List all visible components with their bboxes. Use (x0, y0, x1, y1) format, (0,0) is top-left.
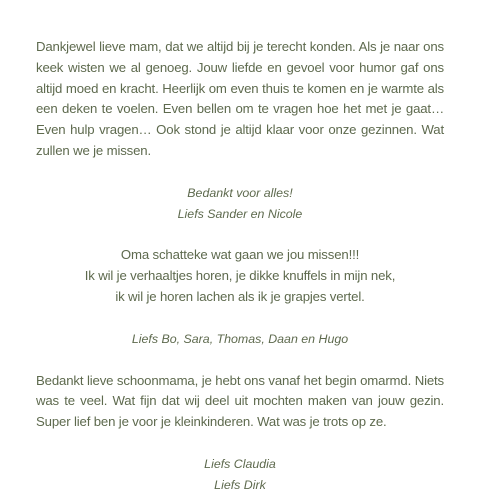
grandchild-line-3: ik wil je horen lachen als ik je grapjes vertel. (115, 288, 365, 304)
message-paragraph-grandmother (36, 245, 444, 307)
spacer (36, 350, 444, 371)
condolence-text (36, 37, 444, 496)
message-paragraph-mother: Dankjewel lieve mam, dat we altijd bij je terecht konden. Als je naar ons keek wisten we al genoeg. Jouw liefde en gevoel voor humor gaf ons altijd moed en kracht. Heerlijk om even thuis te komen en je warmte als een deken te voelen. Even bellen om te vragen hoe het met je gaat… Even hulp vragen… Ook stond je altijd klaar voor onze gezinnen. Wat zullen we je missen. (36, 39, 444, 158)
grandchild-line-1: Oma schatteke wat gaan we jou missen!!! (120, 247, 360, 263)
signature-grandchildren: Liefs Bo, Sara, Thomas, Daan en Hugo (131, 331, 349, 346)
spacer (36, 162, 444, 183)
spacer (36, 433, 444, 454)
message-paragraph-mother-in-law: Bedankt lieve schoonmama, je hebt ons vanaf het begin omarmd. Niets was te veel. Wat fijn dat wij deel uit mochten maken van jouw gezin. Super lief ben je voor je kleinkinderen. Wat was je trots op ze. (36, 372, 444, 430)
signature-sander-nicole (36, 183, 444, 225)
spacer (36, 308, 444, 329)
spacer (36, 224, 444, 245)
signature-line-names: Liefs Sander en Nicole (177, 206, 303, 221)
signature-line-thanks: Bedankt voor alles! (187, 185, 293, 200)
signature-claudia-dirk (36, 454, 444, 496)
signature-line-dirk: Liefs Dirk (214, 477, 266, 492)
signature-line-claudia: Liefs Claudia (204, 456, 276, 471)
grandchild-line-2: Ik wil je verhaaltjes horen, je dikke knuffels in mijn nek, (84, 268, 396, 284)
